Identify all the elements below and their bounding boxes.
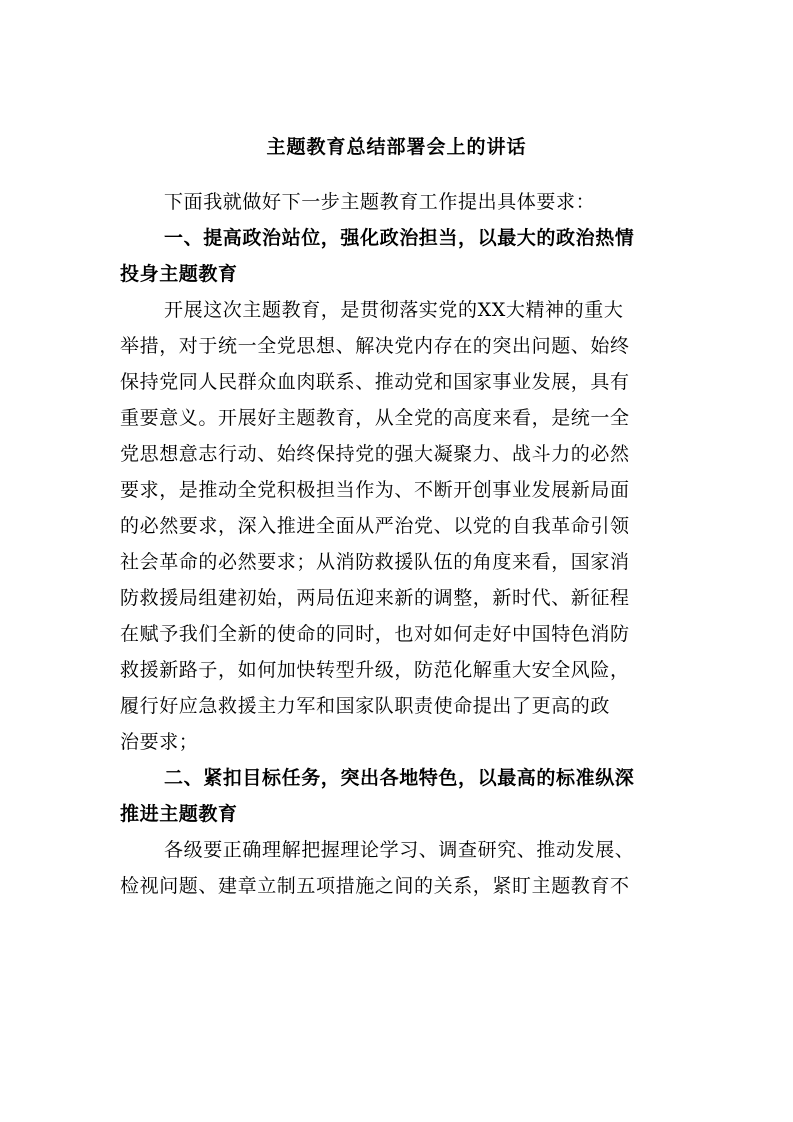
section1-paragraph-line: 开展这次主题教育，是贯彻落实党的XX大精神的重大 [164,299,624,321]
section2-heading-line2: 推进主题教育 [120,803,238,825]
section1-paragraph-line: 治要求； [120,731,199,753]
section1-paragraph-line: 重要意义。开展好主题教育，从全党的高度来看，是统一全 [120,407,630,429]
section1-paragraph-line: 在赋予我们全新的使命的同时，也对如何走好中国特色消防 [120,623,630,645]
section1-paragraph-line: 防救援局组建初始，两局伍迎来新的调整，新时代、新征程 [120,587,630,609]
document-title: 主题教育总结部署会上的讲话 [266,136,527,158]
section2-paragraph-line: 检视问题、建章立制五项措施之间的关系，紧盯主题教育不 [120,875,630,897]
section1-heading-line1: 一、提高政治站位，强化政治担当，以最大的政治热情 [164,227,635,249]
section2-paragraph-line: 各级要正确理解把握理论学习、调查研究、推动发展、 [164,839,635,861]
section1-paragraph-line: 举措，对于统一全党思想、解决党内存在的突出问题、始终 [120,335,630,357]
section1-paragraph-line: 的必然要求，深入推进全面从严治党、以党的自我革命引领 [120,515,630,537]
section1-paragraph-line: 要求，是推动全党积极担当作为、不断开创事业发展新局面 [120,479,630,501]
section2-heading-line1: 二、紧扣目标任务，突出各地特色，以最高的标准纵深 [164,767,635,789]
intro-paragraph: 下面我就做好下一步主题教育工作提出具体要求： [164,191,596,213]
section1-paragraph-line: 社会革命的必然要求；从消防救援队伍的角度来看，国家消 [120,551,630,573]
document-body [120,184,673,904]
section1-paragraph-line: 履行好应急救援主力军和国家队职责使命提出了更高的政 [120,695,611,717]
section1-paragraph-line: 党思想意志行动、始终保持党的强大凝聚力、战斗力的必然 [120,443,630,465]
section1-paragraph-line: 保持党同人民群众血肉联系、推动党和国家事业发展，具有 [120,371,630,393]
section1-paragraph-line: 救援新路子，如何加快转型升级，防范化解重大安全风险， [120,659,630,681]
section1-heading-line2: 投身主题教育 [120,263,238,285]
